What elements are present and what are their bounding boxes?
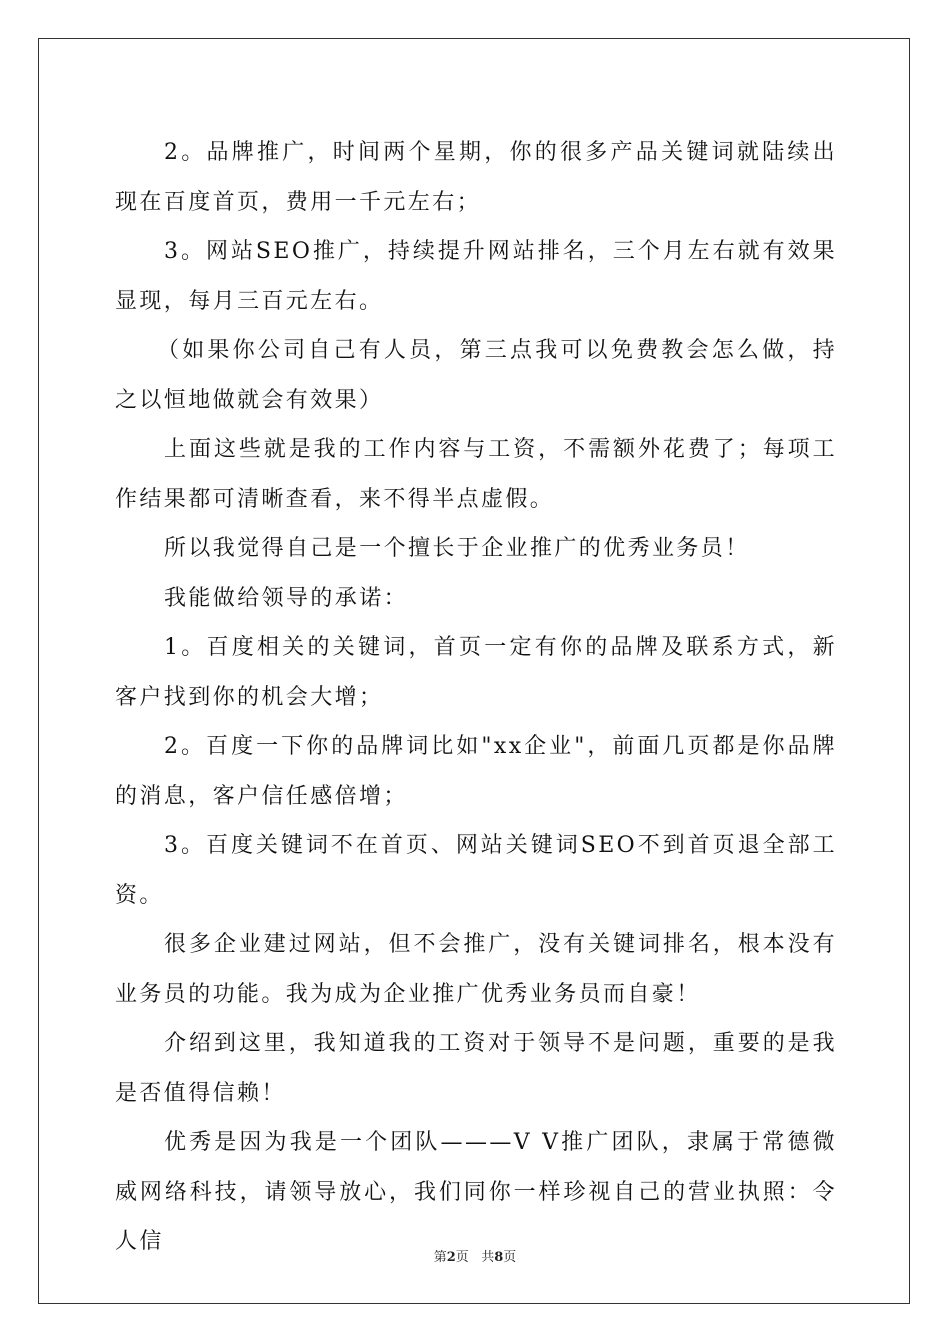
- paragraph: 所以我觉得自己是一个擅长于企业推广的优秀业务员！: [164, 536, 750, 561]
- total-suffix: 页: [503, 1250, 517, 1265]
- paragraph: 2。百度一下你的品牌词比如"xx企业"，前面几页都是你品牌的消息，客户信任感倍增；: [115, 734, 837, 809]
- paragraph: 3。百度关键词不在首页、网站关键词SEO不到首页退全部工资。: [115, 833, 837, 908]
- paragraph: 优秀是因为我是一个团队———V V推广团队，隶属于常德微威网络科技，请领导放心，我们同你一样珍视自己的营业执照：令人信: [115, 1130, 837, 1254]
- total-pages: 8: [494, 1250, 504, 1265]
- paragraph: （如果你公司自己有人员，第三点我可以免费教会怎么做，持之以恒地做就会有效果）: [115, 338, 837, 413]
- page-prefix: 第: [433, 1250, 447, 1265]
- page-suffix: 页: [455, 1250, 469, 1265]
- paragraph: 介绍到这里，我知道我的工资对于领导不是问题，重要的是我是否值得信赖！: [115, 1031, 837, 1106]
- paragraph: 很多企业建过网站，但不会推广，没有关键词排名，根本没有业务员的功能。我为成为企业推广优秀业务员而自豪！: [115, 932, 837, 1007]
- page-footer: [0, 1246, 950, 1265]
- paragraph: 2。品牌推广，时间两个星期，你的很多产品关键词就陆续出现在百度首页，费用一千元左右；: [115, 140, 837, 215]
- paragraph: 1。百度相关的关键词，首页一定有你的品牌及联系方式，新客户找到你的机会大增；: [115, 635, 837, 710]
- total-prefix: 共: [481, 1250, 495, 1265]
- paragraph: 上面这些就是我的工作内容与工资，不需额外花费了；每项工作结果都可清晰查看，来不得半点虚假。: [115, 437, 837, 512]
- paragraph: 3。网站SEO推广，持续提升网站排名，三个月左右就有效果显现，每月三百元左右。: [115, 239, 837, 314]
- page-number: 2: [446, 1250, 456, 1265]
- document-body: [115, 128, 837, 1267]
- paragraph: 我能做给领导的承诺：: [164, 585, 409, 611]
